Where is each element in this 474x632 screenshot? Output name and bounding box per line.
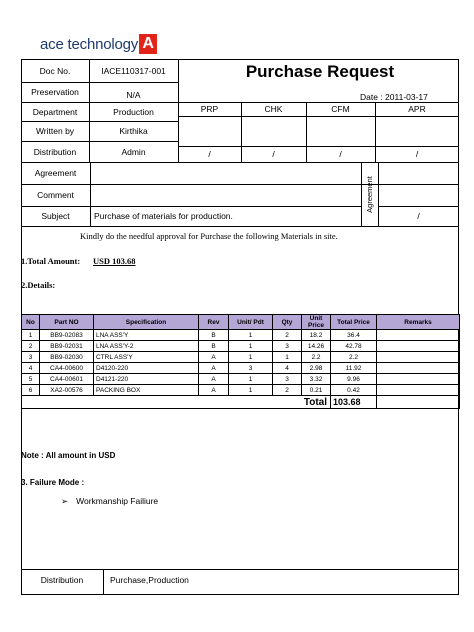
cell-rev: B bbox=[199, 341, 229, 352]
approval-header-cfm: CFM bbox=[331, 104, 350, 114]
col-header-part-no: Part NO bbox=[40, 315, 94, 330]
footer-distribution-label: Distribution bbox=[40, 575, 84, 585]
cell-total-price: 42.78 bbox=[331, 341, 377, 352]
col-header-unit-pdt: Unit/ Pdt bbox=[229, 315, 273, 330]
cell-rev: B bbox=[199, 330, 229, 341]
preservation-value: N/A bbox=[126, 90, 141, 100]
distribution-value: Admin bbox=[121, 146, 146, 157]
col-header-unit-price: Unit Price bbox=[302, 315, 331, 330]
total-value: 103.68 bbox=[331, 396, 377, 409]
logo-text: ace technology bbox=[40, 35, 139, 53]
cell-specification: D4120-220 bbox=[94, 363, 199, 374]
agreement-slash: / bbox=[417, 211, 420, 221]
cell-total-price: 0.42 bbox=[331, 385, 377, 396]
approval-header-prp: PRP bbox=[200, 104, 219, 114]
cell-total-price: 2.2 bbox=[331, 352, 377, 363]
cell-no: 6 bbox=[22, 385, 40, 396]
footer-distribution-value: Purchase,Production bbox=[110, 575, 189, 585]
cell-total-price: 9.96 bbox=[331, 374, 377, 385]
table-row bbox=[22, 385, 460, 396]
agreement-label: Agreement bbox=[34, 168, 77, 178]
cell-remarks bbox=[377, 330, 460, 341]
logo-mark: A bbox=[139, 34, 157, 54]
cell-remarks bbox=[377, 341, 460, 352]
divider bbox=[103, 569, 104, 595]
approval-slash-cfm: / bbox=[339, 149, 342, 159]
date-label: Date : 2011-03-17 bbox=[360, 92, 428, 102]
arrow-bullet-icon: ➢ bbox=[61, 496, 69, 506]
cell-unit-price: 18.2 bbox=[302, 330, 331, 341]
cell-unit-pdt: 1 bbox=[229, 341, 273, 352]
col-header-specification: Specification bbox=[94, 315, 199, 330]
table-header-row bbox=[22, 315, 460, 330]
cell-specification: PACKING BOX bbox=[94, 385, 199, 396]
total-amount-value: USD 103.68 bbox=[93, 256, 136, 266]
cell-specification: D4121-220 bbox=[94, 374, 199, 385]
cell-unit-pdt: 1 bbox=[229, 374, 273, 385]
note-text: Note : All amount in USD bbox=[21, 451, 116, 460]
cell-unit-pdt: 1 bbox=[229, 330, 273, 341]
preservation-label: Preservation bbox=[31, 87, 79, 97]
cell-part-no: CA4-00601 bbox=[40, 374, 94, 385]
table-row bbox=[22, 341, 460, 352]
approval-slash-chk: / bbox=[272, 149, 275, 159]
table-row bbox=[22, 330, 460, 341]
cell-unit-price: 3.32 bbox=[302, 374, 331, 385]
doc-no-label: Doc No. bbox=[39, 65, 71, 76]
table-total-row bbox=[22, 396, 460, 409]
cell-qty: 3 bbox=[273, 374, 302, 385]
cell-unit-price: 0.21 bbox=[302, 385, 331, 396]
cell-no: 5 bbox=[22, 374, 40, 385]
cell-rev: A bbox=[199, 363, 229, 374]
approval-slash-apr: / bbox=[415, 149, 419, 159]
cell-no: 1 bbox=[22, 330, 40, 341]
cell-qty: 1 bbox=[273, 352, 302, 363]
cell-rev: A bbox=[199, 385, 229, 396]
cell-no: 2 bbox=[22, 341, 40, 352]
divider bbox=[21, 226, 459, 227]
col-header-no: No bbox=[22, 315, 40, 330]
approval-header-chk: CHK bbox=[264, 104, 283, 114]
agreement-vertical-cell bbox=[361, 162, 378, 226]
cell-part-no: CA4-00600 bbox=[40, 363, 94, 374]
total-label: Total bbox=[22, 396, 331, 409]
subject-value: Purchase of materials for production. bbox=[94, 211, 233, 221]
cell-rev: A bbox=[199, 352, 229, 363]
details-table bbox=[21, 314, 460, 409]
cell-remarks bbox=[377, 374, 460, 385]
written-by-label: Written by bbox=[35, 126, 75, 136]
failure-mode-label: 3. Failure Mode : bbox=[21, 478, 85, 487]
cell-specification: LNA ASS'Y bbox=[94, 330, 199, 341]
company-logo bbox=[40, 33, 157, 55]
divider bbox=[178, 116, 459, 117]
cell-part-no: BB9-02030 bbox=[40, 352, 94, 363]
cell-part-no: BB9-02031 bbox=[40, 341, 94, 352]
cell-remarks bbox=[377, 363, 460, 374]
col-header-total-price: Total Price bbox=[331, 315, 377, 330]
cell-total-price: 36.4 bbox=[331, 330, 377, 341]
cell-unit-price: 2.2 bbox=[302, 352, 331, 363]
failure-mode-item: Workmanship Failiure bbox=[76, 496, 159, 506]
col-header-remarks: Remarks bbox=[377, 315, 460, 330]
col-header-rev: Rev bbox=[199, 315, 229, 330]
department-value: Production bbox=[113, 106, 154, 117]
cell-no: 4 bbox=[22, 363, 40, 374]
cell-unit-pdt: 1 bbox=[229, 352, 273, 363]
approval-slash-prp: / bbox=[208, 149, 211, 159]
details-label: 2.Details: bbox=[21, 280, 56, 290]
failure-mode-list-item bbox=[61, 496, 158, 507]
cell-no: 3 bbox=[22, 352, 40, 363]
cell-unit-price: 2.98 bbox=[302, 363, 331, 374]
cell-specification: CTRL ASS'Y bbox=[94, 352, 199, 363]
divider bbox=[90, 162, 91, 226]
subject-label: Subject bbox=[41, 211, 70, 221]
cell-specification: LNA ASS'Y-2 bbox=[94, 341, 199, 352]
cell-qty: 3 bbox=[273, 341, 302, 352]
total-amount-label: 1.Total Amount: bbox=[21, 256, 81, 266]
col-header-qty: Qty bbox=[273, 315, 302, 330]
doc-no-value: IACE110317-001 bbox=[101, 65, 166, 76]
comment-label: Comment bbox=[37, 190, 74, 200]
cell-unit-pdt: 3 bbox=[229, 363, 273, 374]
table-row bbox=[22, 352, 460, 363]
cell-qty: 2 bbox=[273, 330, 302, 341]
cell-qty: 2 bbox=[273, 385, 302, 396]
department-label: Department bbox=[32, 106, 78, 117]
distribution-label: Distribution bbox=[33, 146, 77, 157]
cell-remarks bbox=[377, 385, 460, 396]
cell-remarks bbox=[377, 352, 460, 363]
cell-rev: A bbox=[199, 374, 229, 385]
page-title: Purchase Request bbox=[245, 62, 395, 81]
cell-qty: 4 bbox=[273, 363, 302, 374]
intro-text: Kindly do the needful approval for Purchase the following Materials in site. bbox=[80, 231, 338, 241]
agreement-vertical-label: Agreement bbox=[365, 175, 374, 213]
written-by-value: Kirthika bbox=[119, 126, 148, 136]
total-remarks-cell bbox=[377, 396, 460, 409]
approval-header-apr: APR bbox=[408, 104, 426, 114]
cell-total-price: 11.92 bbox=[331, 363, 377, 374]
cell-part-no: BB9-02083 bbox=[40, 330, 94, 341]
cell-unit-price: 14.26 bbox=[302, 341, 331, 352]
table-row bbox=[22, 374, 460, 385]
cell-part-no: XA2-00576 bbox=[40, 385, 94, 396]
cell-unit-pdt: 1 bbox=[229, 385, 273, 396]
table-row bbox=[22, 363, 460, 374]
